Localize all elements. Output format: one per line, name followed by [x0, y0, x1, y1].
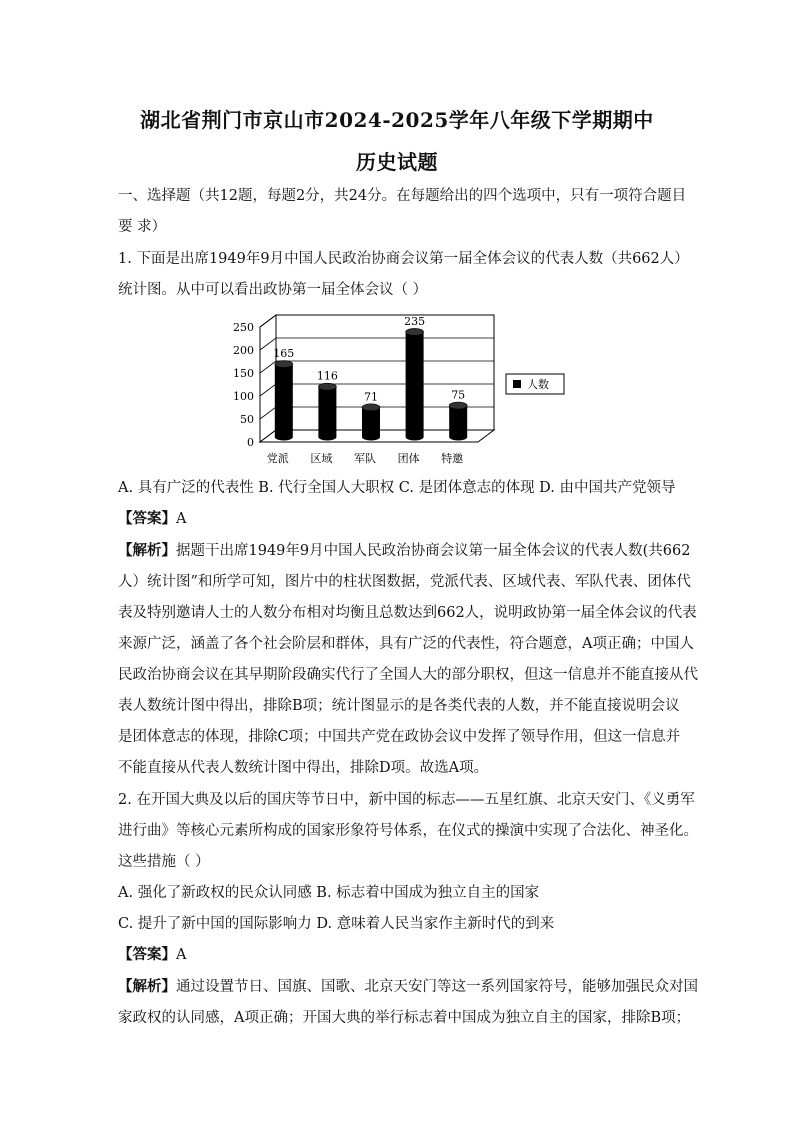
q1-stem-line1: 1. 下面是出席1949年9月中国人民政治协商会议第一届全体会议的代表人数（共662人） [118, 251, 689, 267]
bar [275, 364, 293, 437]
bar-top [318, 383, 336, 390]
x-tick-label: 特邀 [441, 452, 464, 465]
data-label: 75 [451, 388, 466, 402]
q2-stem-line2: 进行曲》等核心元素所构成的国家形象符号体系，在仪式的操演中实现了合法化、神圣化。 [118, 823, 698, 839]
bar-base [275, 434, 293, 441]
bar-base [406, 434, 424, 441]
x-tick-label: 党派 [266, 452, 289, 465]
chart-side-wall [260, 315, 276, 442]
q1-analysis-line5: 民政治协商会议在其早期阶段确实代行了全国人大的部分职权，但这一信息并不能直接从代 [118, 667, 698, 683]
q1-analysis-line7: 是团体意志的体现，排除C项；中国共产党在政协会议中发挥了领导作用，但这一信息并 [118, 729, 681, 745]
data-label: 116 [316, 369, 338, 383]
analysis-tag: 【解析】 [118, 978, 176, 995]
bar-top [406, 328, 424, 335]
analysis-text: 通过设置节日、国旗、国歌、北京天安门等这一系列国家符号，能够加强民众对国 [176, 979, 698, 995]
analysis-text: 据题干出席1949年9月中国人民政治协商会议第一届全体会议的代表人数(共662 [176, 543, 691, 559]
section-heading-line2: 要 求） [118, 219, 167, 235]
bar-top [275, 361, 293, 368]
q1-analysis-line6: 表人数统计图中得出，排除B项；统计图显示的是各类代表的人数，并不能直接说明会议 [118, 698, 680, 714]
data-label: 165 [273, 347, 295, 361]
q1-analysis-line2: 人）统计图”和所学可知，图片中的柱状图数据，党派代表、区域代表、军队代表、团体代 [118, 574, 691, 590]
q1-analysis-line3: 表及特别邀请人士的人数分布相对均衡且总数达到662人，说明政协第一届全体会议的代表 [118, 605, 697, 621]
q2-options-cd: C. 提升了新中国的国际影响力 D. 意味着人民当家作主新时代的到来 [118, 916, 555, 932]
q2-stem-line1: 2. 在开国大典及以后的国庆等节日中，新中国的标志——五星红旗、北京天安门、《义勇军 [118, 792, 695, 808]
x-tick-label: 区域 [310, 452, 333, 465]
y-tick-label: 50 [240, 413, 254, 426]
answer-tag: 【答案】 [118, 946, 176, 963]
data-label: 235 [404, 314, 426, 328]
legend-swatch [513, 380, 521, 388]
bar [362, 407, 380, 437]
q1-analysis-line4: 来源广泛，涵盖了各个社会阶层和群体，具有广泛的代表性，符合题意，A项正确；中国人 [118, 636, 694, 652]
x-tick-label: 团体 [397, 452, 420, 465]
section-heading-line1: 一、选择题（共12题，每题2分，共24分。在每题给出的四个选项中，只有一项符合题目 [118, 188, 687, 204]
bar-base [449, 434, 467, 441]
answer-value: A [176, 511, 187, 527]
analysis-tag: 【解析】 [118, 542, 176, 559]
y-tick-label: 100 [233, 390, 254, 403]
bar-base [362, 434, 380, 441]
bar [318, 387, 336, 437]
bar-chart [228, 308, 568, 472]
answer-tag: 【答案】 [118, 510, 176, 527]
y-tick-label: 0 [247, 436, 254, 449]
bar [449, 406, 467, 438]
q2-options-ab: A. 强化了新政权的民众认同感 B. 标志着中国成为独立自主的国家 [118, 885, 540, 901]
q1-options: A. 具有广泛的代表性 B. 代行全国人大职权 C. 是团体意志的体现 D. 由中国共产党领导 [118, 480, 676, 496]
page-title: 湖北省荆门市京山市2024-2025学年八年级下学期期中 [140, 108, 654, 132]
bar-base [318, 434, 336, 441]
legend-label: 人数 [527, 378, 549, 391]
q2-analysis-line1 [118, 977, 698, 997]
answer-value: A [176, 947, 187, 963]
q1-analysis-line8: 不能直接从代表人数统计图中得出，排除D项。故选A项。 [118, 760, 489, 776]
q1-answer [118, 509, 186, 529]
y-tick-label: 200 [233, 344, 254, 357]
bar-top [449, 402, 467, 409]
q1-analysis-line1 [118, 541, 690, 561]
q2-answer [118, 945, 186, 965]
data-label: 71 [364, 390, 378, 404]
q2-analysis-line2: 家政权的认同感，A项正确；开国大典的举行标志着中国成为独立自主的国家，排除B项； [118, 1010, 691, 1026]
x-tick-label: 军队 [354, 452, 376, 465]
q2-stem-line3: 这些措施（ ） [118, 854, 210, 870]
bar-top [362, 404, 380, 411]
bar [406, 332, 424, 437]
y-tick-label: 250 [233, 321, 254, 334]
q1-stem-line2: 统计图。从中可以看出政协第一届全体会议（ ） [118, 282, 428, 298]
page-subtitle: 历史试题 [356, 150, 438, 174]
y-tick-label: 150 [233, 367, 254, 380]
